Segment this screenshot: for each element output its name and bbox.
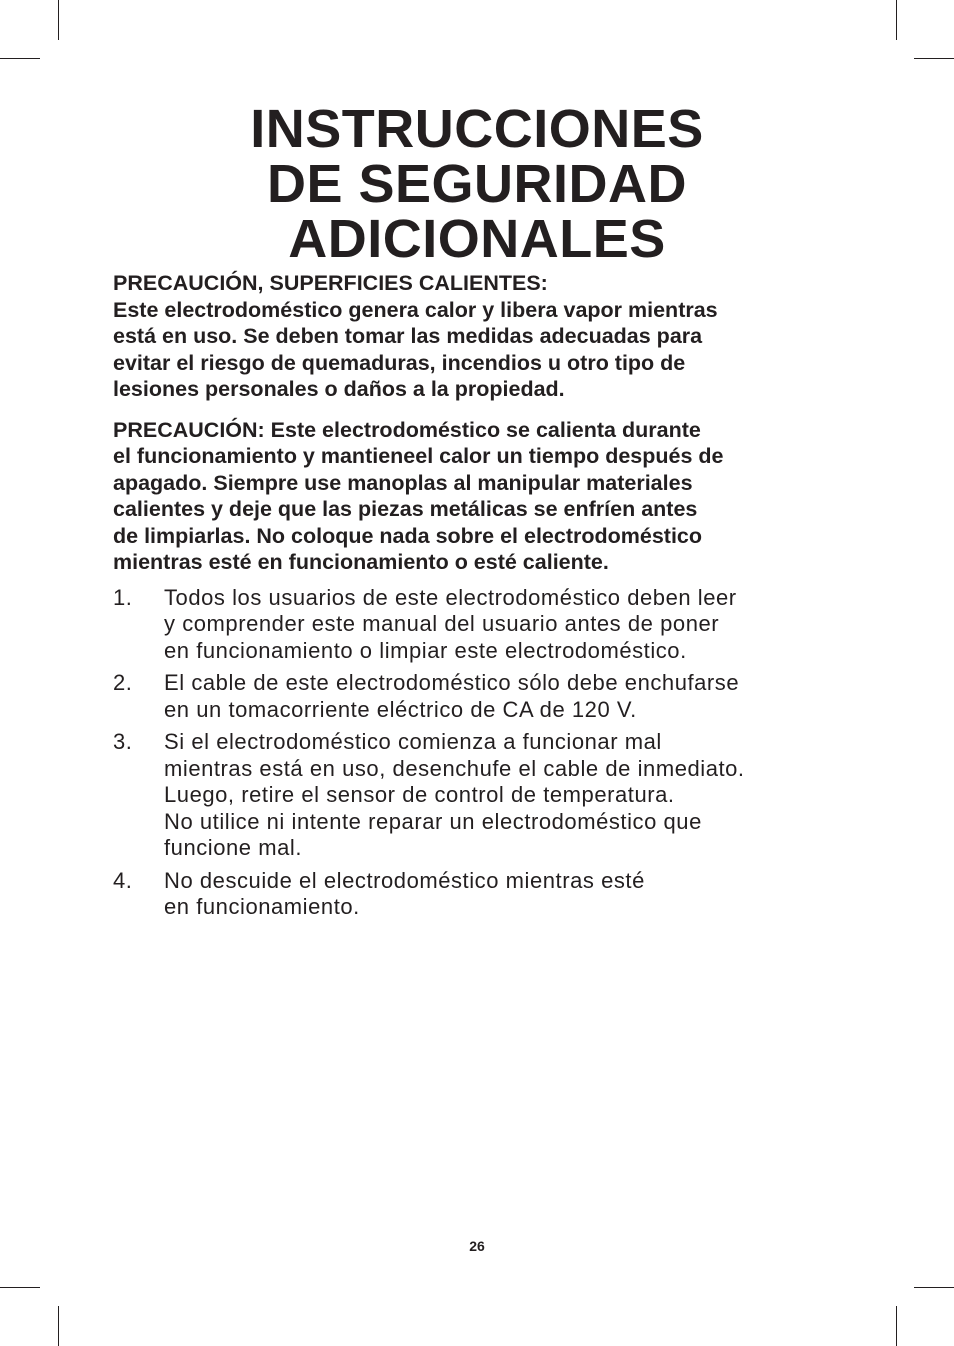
title-line: INSTRUCCIONES [250,99,704,159]
crop-mark [914,1287,954,1288]
crop-mark [58,0,59,40]
list-item [113,670,853,723]
caution-text-line: Este electrodoméstico genera calor y libera vapor mientras [113,297,718,322]
list-item-line: en funcionamiento. [164,894,360,919]
crop-mark [58,1306,59,1346]
caution-text-line: lesiones personales o daños a la propiedad. [113,377,565,401]
list-item-line: Todos los usuarios de este electrodoméstico deben leer [164,584,737,610]
crop-mark [914,58,954,59]
list-item-number: 4. [113,867,133,893]
crop-mark [896,1306,897,1346]
list-item-line: mientras está en uso, desenchufe el cable de inmediato. [164,755,745,781]
caution-text-line: PRECAUCIÓN: Este electrodoméstico se calienta durante [113,417,701,442]
list-item-line: en funcionamiento o limpiar este electrodoméstico. [164,637,687,663]
caution-text-line: está en uso. Se deben tomar las medidas adecuadas para [113,324,703,348]
caution-text-line: el funcionamiento y mantieneel calor un tiempo después de [113,444,724,468]
list-item-line: No descuide el electrodoméstico mientras esté [164,867,645,893]
caution-text-line: mientras esté en funcionamiento o esté caliente. [113,550,609,574]
list-item-line: y comprender este manual del usuario antes de poner [164,611,720,636]
list-item-line: funcione mal. [164,835,303,860]
list-item [113,729,853,862]
list-item [113,868,853,921]
title-line: ADICIONALES [288,209,666,269]
caution-text-line: evitar el riesgo de quemaduras, incendios u otro tipo de [113,350,686,375]
main-content [113,270,853,927]
caution-hot-surfaces [113,270,853,403]
list-item-line: Luego, retire el sensor de control de temperatura. [164,782,675,807]
caution-text-line: apagado. Siempre use manoplas al manipular materiales [113,470,693,495]
crop-mark [0,1287,40,1288]
page-title [0,99,954,269]
crop-mark [896,0,897,40]
list-item-number: 2. [113,670,133,695]
list-item-number: 1. [113,584,133,610]
crop-mark [0,58,40,59]
caution-heat [113,417,853,576]
list-item-line: No utilice ni intente reparar un electrodoméstico que [164,808,702,834]
caution-text-line: calientes y deje que las piezas metálicas se enfríen antes [113,497,698,521]
list-item-line: El cable de este electrodoméstico sólo debe enchufarse [164,670,740,695]
list-item-line: Si el electrodoméstico comienza a funcionar mal [164,729,662,754]
title-line: DE SEGURIDAD [266,154,688,214]
caution-heading: PRECAUCIÓN, SUPERFICIES CALIENTES: [113,271,548,295]
safety-list [113,585,853,921]
list-item-number: 3. [113,729,133,754]
list-item [113,585,853,665]
list-item-line: en un tomacorriente eléctrico de CA de 120 V. [164,696,637,722]
caution-text-line: de limpiarlas. No coloque nada sobre el electrodoméstico [113,523,703,548]
page-number: 26 [469,1238,485,1254]
